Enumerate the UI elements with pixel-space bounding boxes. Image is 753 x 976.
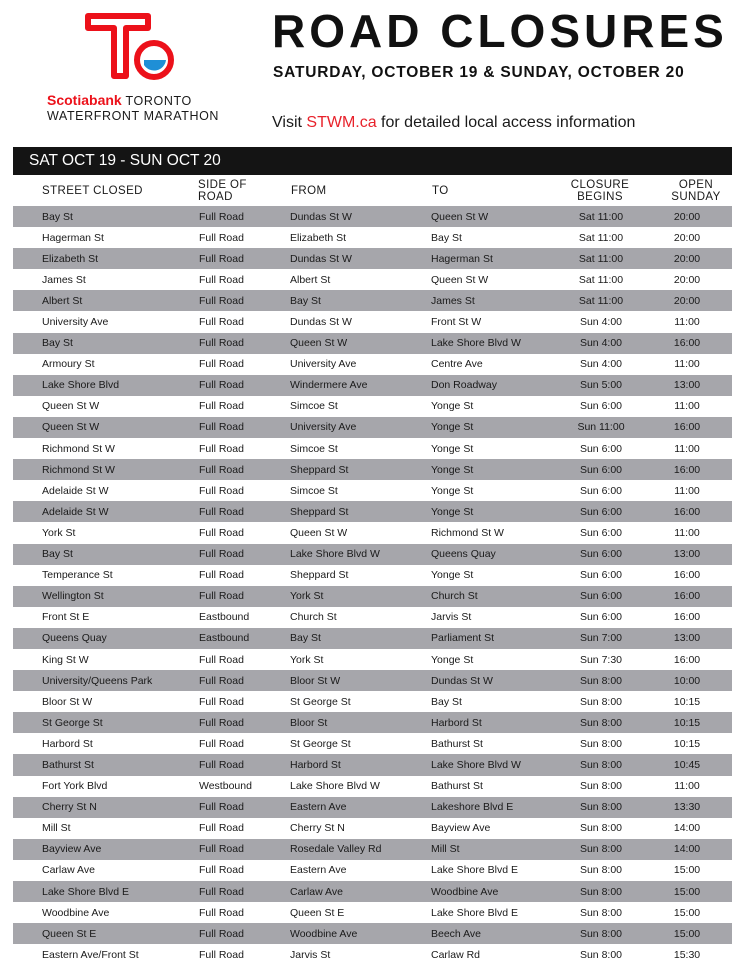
header-open-line2: SUNDAY [671, 191, 721, 203]
header-side [198, 179, 247, 203]
from-cell: Bloor St W [286, 670, 427, 691]
to-cell: Yonge St [427, 459, 560, 480]
street-cell: Hagerman St [42, 231, 104, 244]
side-cell: Full Road [193, 333, 286, 354]
to-cell: Dundas St W [427, 670, 560, 691]
street-cell: Temperance St [42, 569, 113, 582]
header-open-line1: OPEN [678, 179, 714, 191]
street-cell: Bayview Ave [13, 839, 193, 860]
header-to: TO [432, 185, 449, 197]
street-cell: Bloor St W [42, 695, 93, 708]
side-cell: Full Road [199, 273, 244, 286]
from-cell: St George St [290, 737, 351, 750]
side-cell: Full Road [199, 400, 244, 413]
street-cell: Harbord St [42, 737, 93, 750]
begins-cell: Sun 8:00 [560, 839, 642, 860]
table-row [13, 776, 732, 797]
to-cell: Mill St [427, 839, 560, 860]
to-cell: Yonge St [431, 569, 474, 582]
begins-cell: Sun 8:00 [579, 780, 623, 793]
begins-cell: Sun 6:00 [579, 526, 623, 539]
begins-cell: Sun 8:00 [579, 822, 623, 835]
street-cell: James St [42, 273, 86, 286]
open-cell: 15:00 [642, 923, 732, 944]
open-cell: 13:30 [642, 797, 732, 818]
table-row [13, 670, 732, 691]
from-cell: Woodbine Ave [286, 923, 427, 944]
table-row [13, 248, 732, 269]
street-cell: King St W [42, 653, 89, 666]
open-cell: 10:15 [642, 712, 732, 733]
from-cell: Albert St [290, 273, 331, 286]
open-cell: 16:00 [642, 459, 732, 480]
street-cell: Albert St [13, 290, 193, 311]
side-cell: Full Road [199, 484, 244, 497]
table-row [13, 565, 732, 586]
from-cell: Dundas St W [286, 248, 427, 269]
begins-cell: Sun 4:00 [560, 333, 642, 354]
side-cell: Full Road [193, 459, 286, 480]
begins-cell: Sat 11:00 [578, 273, 624, 286]
header-open [658, 179, 734, 203]
to-cell: Lake Shore Blvd E [431, 906, 518, 919]
street-cell: Bay St [13, 544, 193, 565]
begins-cell: Sun 6:00 [560, 459, 642, 480]
to-cell: Yonge St [427, 417, 560, 438]
from-cell: Bay St [286, 290, 427, 311]
begins-cell: Sun 6:00 [579, 484, 623, 497]
street-cell: University/Queens Park [13, 670, 193, 691]
begins-cell: Sun 6:00 [579, 442, 623, 455]
table-row [13, 586, 732, 607]
to-cell: Centre Ave [431, 358, 483, 371]
street-cell: Wellington St [13, 586, 193, 607]
open-cell: 10:00 [642, 670, 732, 691]
street-cell: Carlaw Ave [42, 864, 95, 877]
header-street: STREET CLOSED [42, 185, 143, 197]
table-row [13, 311, 732, 332]
header-from: FROM [291, 185, 327, 197]
begins-cell: Sat 11:00 [578, 231, 624, 244]
begins-cell: Sun 8:00 [560, 923, 642, 944]
to-cell: Richmond St W [431, 526, 504, 539]
header-side-line1: SIDE OF [198, 179, 247, 191]
to-cell: Parliament St [427, 628, 560, 649]
to-cell: Yonge St [427, 501, 560, 522]
street-cell: Adelaide St W [13, 501, 193, 522]
from-cell: Windermere Ave [286, 375, 427, 396]
street-cell: Queen St W [42, 400, 100, 413]
begins-cell: Sun 11:00 [560, 417, 642, 438]
side-cell: Eastbound [193, 628, 286, 649]
to-cell: Lakeshore Blvd E [427, 797, 560, 818]
street-cell: St George St [13, 712, 193, 733]
begins-cell: Sat 11:00 [560, 248, 642, 269]
side-cell: Full Road [193, 754, 286, 775]
street-cell: Bathurst St [13, 754, 193, 775]
to-cell: Bay St [431, 231, 462, 244]
open-cell: 13:00 [642, 544, 732, 565]
table-row [13, 354, 732, 375]
open-cell: 11:00 [674, 484, 700, 497]
open-cell: 16:00 [673, 569, 701, 582]
street-cell: Lake Shore Blvd E [13, 881, 193, 902]
street-cell: Fort York Blvd [42, 780, 108, 793]
street-cell: Woodbine Ave [42, 906, 110, 919]
table-row [13, 206, 732, 227]
to-cell: Church St [427, 586, 560, 607]
open-cell: 20:00 [642, 206, 732, 227]
to-cell: Yonge St [431, 484, 474, 497]
stwm-link[interactable]: STWM.ca [306, 114, 377, 131]
to-cell: Bayview Ave [431, 822, 491, 835]
open-cell: 20:00 [673, 231, 701, 244]
side-cell: Full Road [199, 737, 244, 750]
from-cell: Elizabeth St [290, 231, 347, 244]
begins-cell: Sun 8:00 [560, 670, 642, 691]
table-row [13, 649, 732, 670]
from-cell: Bloor St [286, 712, 427, 733]
street-cell: Bay St [13, 206, 193, 227]
street-cell: Queen St W [13, 417, 193, 438]
from-cell: St George St [290, 695, 351, 708]
from-cell: Simcoe St [290, 484, 338, 497]
to-cell: Jarvis St [431, 611, 472, 624]
begins-cell: Sun 7:30 [579, 653, 623, 666]
to-cell: Lake Shore Blvd E [431, 864, 518, 877]
brand-name: Scotiabank [47, 92, 122, 108]
to-logo-icon [82, 10, 182, 82]
side-cell: Full Road [199, 822, 244, 835]
visit-line [272, 114, 635, 132]
side-cell: Full Road [193, 375, 286, 396]
open-cell: 15:00 [673, 906, 701, 919]
visit-prefix: Visit [272, 114, 307, 131]
page-title: ROAD CLOSURES [272, 5, 728, 57]
open-cell: 15:30 [673, 948, 701, 961]
table-row [13, 733, 732, 754]
table-row [13, 712, 732, 733]
side-cell: Full Road [193, 839, 286, 860]
from-cell: University Ave [286, 417, 427, 438]
from-cell: Bay St [286, 628, 427, 649]
open-cell: 10:45 [642, 754, 732, 775]
street-cell: Lake Shore Blvd [13, 375, 193, 396]
begins-cell: Sun 6:00 [560, 586, 642, 607]
side-cell: Full Road [199, 316, 244, 329]
begins-cell: Sun 6:00 [579, 611, 623, 624]
to-cell: Yonge St [431, 400, 474, 413]
from-cell: Rosedale Valley Rd [286, 839, 427, 860]
to-cell: James St [427, 290, 560, 311]
begins-cell: Sun 8:00 [560, 754, 642, 775]
to-cell: Carlaw Rd [431, 948, 481, 961]
to-cell: Lake Shore Blvd W [427, 333, 560, 354]
to-cell: Queen St W [431, 273, 489, 286]
from-cell: Sheppard St [286, 459, 427, 480]
from-cell: Eastern Ave [290, 864, 347, 877]
street-cell: Queens Quay [13, 628, 193, 649]
table-row [13, 839, 732, 860]
open-cell: 16:00 [642, 586, 732, 607]
from-cell: Simcoe St [290, 400, 338, 413]
table-row [13, 944, 732, 965]
table-row [13, 607, 732, 628]
begins-cell: Sun 8:00 [560, 797, 642, 818]
table-row [13, 269, 732, 290]
open-cell: 13:00 [642, 375, 732, 396]
side-cell: Full Road [193, 586, 286, 607]
date-banner: SAT OCT 19 - SUN OCT 20 [13, 147, 732, 175]
to-cell: Harbord St [427, 712, 560, 733]
from-cell: Queen St W [290, 526, 348, 539]
side-cell: Full Road [193, 881, 286, 902]
from-cell: York St [286, 586, 427, 607]
brand-text [47, 93, 219, 123]
table-row [13, 290, 732, 311]
open-cell: 15:00 [673, 864, 701, 877]
table-row [13, 396, 732, 417]
from-cell: Eastern Ave [286, 797, 427, 818]
open-cell: 13:00 [642, 628, 732, 649]
open-cell: 11:00 [674, 400, 700, 413]
begins-cell: Sun 8:00 [579, 864, 623, 877]
begins-cell: Sun 6:00 [579, 569, 623, 582]
table-row [13, 417, 732, 438]
to-cell: Bay St [431, 695, 462, 708]
from-cell: Jarvis St [290, 948, 331, 961]
page-subtitle: SATURDAY, OCTOBER 19 & SUNDAY, OCTOBER 20 [273, 64, 685, 81]
begins-cell: Sun 8:00 [579, 948, 623, 961]
open-cell: 14:00 [673, 822, 701, 835]
marathon-logo [44, 10, 224, 130]
header-begins [558, 179, 642, 203]
table-row [13, 691, 732, 712]
open-cell: 16:00 [673, 611, 701, 624]
side-cell: Full Road [199, 526, 244, 539]
side-cell: Full Road [199, 569, 244, 582]
from-cell: Church St [290, 611, 337, 624]
open-cell: 11:00 [674, 316, 700, 329]
side-cell: Full Road [199, 442, 244, 455]
closures-table [13, 206, 732, 965]
side-cell: Full Road [193, 712, 286, 733]
from-cell: Cherry St N [290, 822, 345, 835]
to-cell: Beech Ave [427, 923, 560, 944]
open-cell: 16:00 [642, 333, 732, 354]
side-cell: Full Road [199, 653, 244, 666]
street-cell: Elizabeth St [13, 248, 193, 269]
side-cell: Eastbound [199, 611, 250, 624]
side-cell: Full Road [199, 948, 244, 961]
begins-cell: Sun 8:00 [579, 695, 623, 708]
street-cell: Queen St E [13, 923, 193, 944]
begins-cell: Sun 4:00 [579, 358, 623, 371]
street-cell: University Ave [42, 316, 109, 329]
to-cell: Queen St W [427, 206, 560, 227]
street-cell: Eastern Ave/Front St [42, 948, 139, 961]
begins-cell: Sun 4:00 [579, 316, 623, 329]
brand-city: TORONTO [121, 94, 192, 108]
begins-cell: Sun 8:00 [560, 881, 642, 902]
from-cell: Sheppard St [290, 569, 349, 582]
side-cell: Full Road [199, 695, 244, 708]
from-cell: Lake Shore Blvd W [286, 544, 427, 565]
from-cell: Queen St W [286, 333, 427, 354]
street-cell: Mill St [42, 822, 71, 835]
table-row [13, 797, 732, 818]
begins-cell: Sun 6:00 [560, 544, 642, 565]
open-cell: 11:00 [674, 442, 700, 455]
visit-suffix: for detailed local access information [376, 114, 636, 131]
open-cell: 11:00 [674, 780, 700, 793]
street-cell: Adelaide St W [42, 484, 109, 497]
begins-cell: Sun 5:00 [560, 375, 642, 396]
begins-cell: Sat 11:00 [560, 290, 642, 311]
open-cell: 10:15 [673, 695, 701, 708]
from-cell: York St [290, 653, 324, 666]
open-cell: 16:00 [642, 417, 732, 438]
begins-cell: Sat 11:00 [560, 206, 642, 227]
open-cell: 20:00 [673, 273, 701, 286]
to-cell: Front St W [431, 316, 482, 329]
table-row [13, 923, 732, 944]
side-cell: Full Road [193, 670, 286, 691]
side-cell: Full Road [193, 923, 286, 944]
from-cell: Simcoe St [290, 442, 338, 455]
table-row [13, 480, 732, 501]
side-cell: Full Road [193, 417, 286, 438]
street-cell: Armoury St [42, 358, 95, 371]
side-cell: Full Road [193, 206, 286, 227]
table-row [13, 818, 732, 839]
header-begins-line2: BEGINS [577, 191, 623, 203]
begins-cell: Sun 8:00 [579, 737, 623, 750]
to-cell: Queens Quay [427, 544, 560, 565]
begins-cell: Sun 8:00 [560, 712, 642, 733]
table-header [13, 176, 732, 206]
open-cell: 20:00 [642, 248, 732, 269]
street-cell: Cherry St N [13, 797, 193, 818]
open-cell: 15:00 [642, 881, 732, 902]
side-cell: Full Road [193, 248, 286, 269]
brand-event: WATERFRONT MARATHON [47, 109, 220, 123]
header-side-line2: ROAD [198, 191, 233, 203]
table-row [13, 375, 732, 396]
table-row [13, 881, 732, 902]
open-cell: 14:00 [642, 839, 732, 860]
table-row [13, 501, 732, 522]
street-cell: Bay St [13, 333, 193, 354]
to-cell: Lake Shore Blvd W [427, 754, 560, 775]
from-cell: University Ave [290, 358, 357, 371]
street-cell: York St [42, 526, 76, 539]
open-cell: 11:00 [674, 358, 700, 371]
from-cell: Sheppard St [286, 501, 427, 522]
side-cell: Full Road [193, 501, 286, 522]
side-cell: Westbound [199, 780, 252, 793]
table-row [13, 438, 732, 459]
from-cell: Lake Shore Blvd W [290, 780, 380, 793]
side-cell: Full Road [193, 797, 286, 818]
open-cell: 16:00 [642, 501, 732, 522]
begins-cell: Sun 6:00 [579, 400, 623, 413]
table-row [13, 902, 732, 923]
side-cell: Full Road [199, 358, 244, 371]
to-cell: Yonge St [431, 442, 474, 455]
table-row [13, 860, 732, 881]
table-row [13, 459, 732, 480]
to-cell: Bathurst St [431, 737, 483, 750]
open-cell: 16:00 [673, 653, 701, 666]
table-row [13, 628, 732, 649]
table-row [13, 522, 732, 543]
table-row [13, 227, 732, 248]
street-cell: Front St E [42, 611, 90, 624]
from-cell: Dundas St W [286, 206, 427, 227]
table-row [13, 754, 732, 775]
to-cell: Don Roadway [427, 375, 560, 396]
to-cell: Yonge St [431, 653, 474, 666]
header-begins-line1: CLOSURE [570, 179, 630, 191]
side-cell: Full Road [199, 864, 244, 877]
side-cell: Full Road [199, 231, 244, 244]
from-cell: Carlaw Ave [286, 881, 427, 902]
from-cell: Dundas St W [290, 316, 352, 329]
street-cell: Richmond St W [13, 459, 193, 480]
open-cell: 20:00 [642, 290, 732, 311]
from-cell: Harbord St [286, 754, 427, 775]
table-row [13, 333, 732, 354]
begins-cell: Sun 6:00 [560, 501, 642, 522]
side-cell: Full Road [199, 906, 244, 919]
street-cell: Richmond St W [42, 442, 115, 455]
to-cell: Bathurst St [431, 780, 483, 793]
to-cell: Hagerman St [427, 248, 560, 269]
table-row [13, 544, 732, 565]
begins-cell: Sun 8:00 [579, 906, 623, 919]
from-cell: Queen St E [290, 906, 345, 919]
begins-cell: Sun 7:00 [560, 628, 642, 649]
side-cell: Full Road [193, 544, 286, 565]
open-cell: 11:00 [674, 526, 700, 539]
side-cell: Full Road [193, 290, 286, 311]
open-cell: 10:15 [673, 737, 701, 750]
to-cell: Woodbine Ave [427, 881, 560, 902]
